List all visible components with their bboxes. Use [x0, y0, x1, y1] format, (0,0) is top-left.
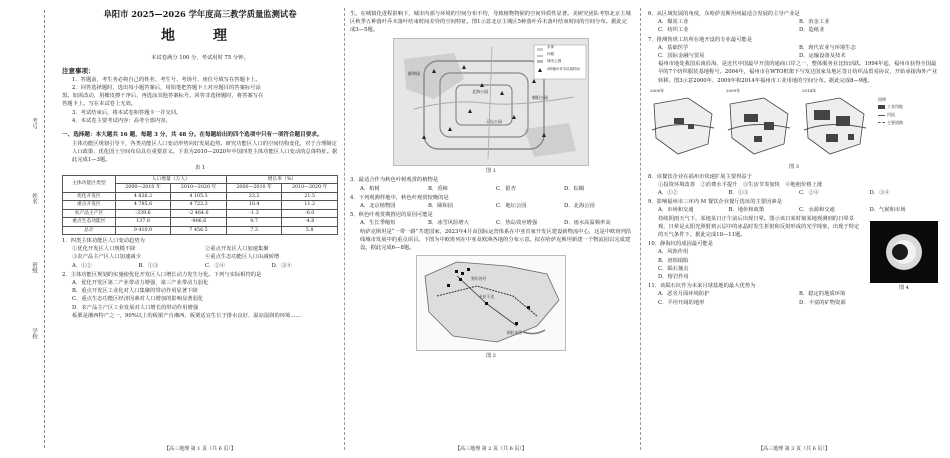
map-label: 朝阳公园 [532, 94, 548, 100]
table-cell: 9 410.0 [115, 226, 171, 235]
table-cell: -6.0 [282, 209, 338, 218]
question-10-11-block [648, 215, 940, 307]
question-11-options [648, 299, 940, 307]
exam-title: 阜阳市 2025—2026 学年度高三教学质量监测试卷 [103, 9, 297, 19]
question-6-options [648, 26, 940, 34]
table-header: 主体功能区类型 [63, 175, 116, 192]
map-panel-2000 [648, 88, 718, 158]
table-header: 增长率（%） [226, 175, 337, 184]
question-3-stem: 3．最适合作为秋色叶树观赏的植物是 [350, 177, 439, 184]
table-row [63, 226, 338, 235]
option-d[interactable]: D．棕榈 [564, 185, 585, 192]
figure-2-caption: 图 2 [486, 353, 496, 360]
figure-4-photo [870, 221, 938, 283]
option-b[interactable]: B．地价和政策 [728, 207, 765, 214]
option-d[interactable]: D．丰富的矿物资源 [799, 299, 846, 306]
subject-title: 地 理 [161, 27, 239, 44]
legend-item-industry [878, 103, 936, 111]
option-a[interactable]: A．优化开发区第二产业带动力增强，第三产业带动力弱化 [72, 280, 209, 287]
option-c[interactable]: C．热岛效应增强 [496, 220, 538, 227]
table-cell: 5.8 [282, 226, 338, 235]
figure-3-caption: 图 3 [789, 163, 799, 170]
binding-margin [0, 0, 48, 458]
option-c[interactable]: C．纺织工业 [658, 27, 689, 34]
table-cell: 137.8 [115, 218, 171, 227]
option-c[interactable]: C．水源和交通 [799, 207, 835, 214]
table-row [63, 201, 338, 210]
page-footer: 【高三地理 第 3 页（共 6 页）】 [758, 446, 830, 453]
table-cell: 总计 [63, 226, 116, 235]
table-cell: 7.3 [226, 226, 282, 235]
table-subheader: 2000—2010 年 [115, 184, 171, 193]
table-cell: 10.4 [226, 201, 282, 210]
map-label: 天坛公园 [486, 118, 502, 124]
option-d[interactable]: D．北海公园 [564, 202, 595, 209]
population-table [62, 175, 338, 236]
question-4-options [350, 202, 632, 210]
question-5-stem: 5．秋色叶观赏期推迟的原因可能是 [350, 212, 433, 219]
option-a[interactable]: A．煤炭工业 [658, 19, 689, 26]
option-b[interactable]: B．①③ [138, 262, 159, 269]
question-2-stem: 2．主体功能区规划的实施使优化开发区人口增长动力发生分化。下列与实际相符的是 [62, 271, 262, 278]
option-d[interactable]: D．③④ [271, 262, 292, 269]
table-header: 人口增量（万人） [115, 175, 226, 184]
statement-item: ①优化开发区人口规模不降 [72, 246, 136, 253]
legend-label: 工业用地 [887, 104, 903, 110]
option-d[interactable]: D．雨水高温频率高 [564, 220, 611, 227]
question-1-stem: 1．四类主体功能区人口变动趋势为 [62, 238, 145, 244]
legend-title: 图例 [878, 96, 886, 102]
table-row [63, 209, 338, 218]
country-outline [425, 262, 559, 342]
option-d[interactable]: D．运输设备及技术 [799, 53, 846, 60]
option-b[interactable]: B．溶蚀塌陷 [658, 257, 689, 264]
table-cell: 0.7 [226, 218, 282, 227]
question-8-stem: 8．该餐饮企业在福州市快速扩展主要得益于 [648, 173, 753, 180]
option-d[interactable]: D．造纸业 [799, 27, 825, 34]
passage-intro: 生。在城镇化进程影响下，城市内部与环境的空间分布不均，导致植物物候的空间异质性显著。美研究团队考察北京主城区秋季五种落叶乔木落叶结束时间差异的空间特征。图1示意北京主城区5种落叶乔木落叶结束时间的空间分布。据此完成3—5题。 [350, 11, 631, 34]
table-subheader: 2000—2010 年 [226, 184, 282, 193]
statement-item: ②重点开发区人口加速集聚 [205, 246, 269, 253]
option-d[interactable]: D．③④ [869, 189, 890, 196]
figure-4-caption: 图 4 [899, 284, 909, 291]
question-7-options [648, 52, 940, 60]
figure-2-kazakhstan-map [416, 255, 566, 351]
note-line: 4．本试卷主要考试内容：高考全部内容。 [72, 117, 171, 124]
margin-label-class: 班级 [31, 262, 37, 273]
option-a[interactable]: A．市场和交通 [658, 207, 694, 214]
table-cell: -906.6 [171, 218, 227, 227]
map-label: 北海公园 [472, 88, 488, 94]
margin-label-name: 姓名 [31, 193, 37, 204]
question-1-items [62, 253, 338, 261]
legend-label: 河流 [887, 112, 895, 118]
map-label: 努尔苏丹 [471, 276, 487, 282]
map-label: 卡拉干达 [479, 294, 495, 300]
note-line: 黑。如需改动，用橡皮擦干净后，再选涂其他答案标号。回答非选择题时，将答案写在 [62, 93, 264, 100]
table-cell: 农产品主产区 [63, 209, 116, 218]
question-7-options [648, 44, 940, 52]
map-year-label: 2000年 [650, 87, 665, 93]
passage-intro-2: 哈萨克斯坦是“一带一路”共建国家，2023年4月由国际运营体系在中亚首家开发区建设新物流中心，这是中欧班列沿线城市发展中的重点项目。下图为中欧班列在中亚及欧洲各地的分布示意。拟在哈萨克斯坦新建一个物流园以完成建设。据此完成6—8题。 [360, 228, 632, 251]
crater-photo-graphic [870, 221, 938, 283]
exam-info: 本试卷满分 100 分，考试用时 75 分钟。 [151, 54, 249, 61]
page-footer: 【高三地理 第 1 页（共 6 页）】 [164, 446, 236, 453]
page-2 [350, 0, 632, 458]
passage-intro: 福州市地处我国东南沿海，是近代中国最早开放的通商口岸之一，整体服务业比较活跃。1994年起，福州市获得全国最早的7个纺织服装基地称号。2004年，福州市在WTO框架下与发达国家及地区签订纺织品贸易协议，开始承接海外产业转移。图3示意2000年、2009年和2014年福州市工业用地的空间分布。据此完成8—9题。 [658, 61, 938, 84]
figure-3-legend [878, 96, 936, 152]
notes-heading: 注意事项： [62, 66, 95, 75]
table-cell: -4.8 [282, 218, 338, 227]
question-5-options [350, 219, 632, 227]
option-d[interactable]: D．气候和市场 [869, 207, 906, 214]
option-d[interactable]: D．农产品主产区工业发展对人口增长的带动作用增强 [72, 304, 199, 311]
question-8-options [648, 189, 940, 197]
option-a[interactable]: A．柏树 [360, 185, 380, 192]
table-cell: 4 105.3 [171, 192, 227, 201]
option-b[interactable]: B．现代农业与环境生态 [799, 44, 856, 51]
map-graphic [648, 94, 718, 158]
statement-item: ③农产品主产区人口加速减少 [72, 254, 141, 261]
table-cell: -2 464.6 [171, 209, 227, 218]
map-year-label: 2009年 [726, 87, 741, 93]
option-c[interactable]: C．重点生态功能区经济因素对人口增加的影响显著弱化 [72, 296, 204, 303]
table-cell: -339.6 [115, 209, 171, 218]
option-a[interactable]: A．基础医学 [658, 44, 689, 51]
legend-label: 水体 [547, 44, 555, 49]
legend-swatch-park [537, 60, 543, 63]
map-graphic [724, 94, 794, 158]
kazakhstan-map-graphic [417, 256, 566, 351]
legend-label: 主要道路 [887, 119, 903, 125]
question-6-stem: 6．从区域发展的角度，东哈萨克斯坦州最适合发展的主导产业是 [648, 11, 800, 17]
map-label: 颐和园 [408, 70, 420, 76]
option-b[interactable]: B．①③ [728, 189, 749, 196]
question-3-options [350, 185, 632, 193]
table-cell: 21.5 [282, 192, 338, 201]
question-1-items [62, 245, 338, 253]
page-1 [62, 0, 338, 458]
figure-1-beijing-map [393, 38, 589, 166]
option-c[interactable]: C．平坦开阔的地形 [658, 299, 705, 306]
table-cell: 优化开发区 [63, 192, 116, 201]
table-cell: -1.3 [226, 209, 282, 218]
map-label: 阿拉木图 [507, 330, 523, 336]
passage-intro: 主体功能区规划引导下，各类功能区人口变动形势向好发展趋势。研究功能区人口的空间结构变化，对于合理制定人口政策、优化国土空间布局具有重要意义。下表为2010—2020年中国四类主体功能区人口变动的总体特征。据此完成1—3题。 [72, 140, 338, 164]
table-cell: 4 785.6 [115, 201, 171, 210]
option-d[interactable]: D．熔岩作用 [658, 274, 689, 281]
figure-1-caption: 图 1 [486, 167, 496, 174]
option-a[interactable]: A．北京植物园 [360, 202, 396, 209]
table-subheader: 2010—2020 年 [171, 184, 227, 193]
note-line: 答题卡上。写在本试卷上无效。 [62, 101, 137, 108]
table-caption: 表 1 [194, 165, 206, 172]
question-6-options [648, 18, 940, 26]
passage-continuation: 板栗是湘西特产之一，90%以上的板栗产自湘西，板栗适宜生长于排水良好、温凉湿润的环境…… [72, 312, 301, 319]
legend-swatch-water [537, 48, 543, 51]
option-c[interactable]: C．国际金融与贸易 [658, 53, 705, 60]
question-7-stem: 7．推测鲁班工坊所在地开设的专业最可能是 [648, 36, 753, 43]
statement-item: ④重点生态功能区人口由减转增 [205, 254, 280, 261]
map-panel-2009 [724, 88, 794, 158]
option-a[interactable]: A．①② [72, 262, 92, 269]
table-cell: 7 456.5 [171, 226, 227, 235]
margin-label-school: 学校 [31, 328, 37, 339]
passage-intro-2: 持续阴雨天气下，某地某日正午前后出现日晕。图示该日某时刻某地观测到的日晕景观，日晕是太阳光照射到云层中的冰晶时发生折射和反射形成的光学现象，出现于特定的天气条件下。据此完成10—11题。 [658, 215, 860, 238]
question-9-options [648, 206, 940, 214]
margin-cut-line [44, 10, 45, 448]
option-a[interactable]: A．①② [658, 189, 678, 196]
option-b[interactable]: B．稳定的地质环境 [799, 291, 846, 298]
question-11-stem: 11．该陨石坑作为未来月球基地的最大优势为 [648, 283, 756, 290]
table-cell: 4 722.3 [171, 201, 227, 210]
question-4-stem: 4．下列观测样地中，秋色叶观赏较晚的是 [350, 194, 449, 201]
option-c[interactable]: C．银杏 [496, 185, 516, 192]
figure-3-fuzhou-maps [648, 88, 940, 164]
map-year-label: 2014年 [802, 87, 817, 93]
legend-label: 城市公园 [547, 58, 562, 63]
map-graphic [800, 94, 870, 158]
option-b[interactable]: B．冶金工业 [799, 19, 830, 26]
table-cell: 4 826.2 [115, 192, 171, 201]
page-footer: 【高三地理 第 2 页（共 6 页）】 [455, 446, 527, 453]
table-cell: 重点生态功能区 [63, 218, 116, 227]
option-c[interactable]: C．②④ [799, 189, 819, 196]
table-row [63, 218, 338, 227]
question-9-stem: 9．影响福州市三环内 M 餐饮企业餐厅选址的主要因素是 [648, 199, 782, 206]
map-panel-2014 [800, 88, 870, 158]
margin-label-exam-id: 考号 [31, 118, 37, 129]
note-line: 1．答题前，考生务必将自己的姓名、考生号、考场号、座位号填写在答题卡上。 [72, 76, 261, 83]
note-line: 2．回答选择题时，选出每小题答案后，用铅笔把答题卡上对应题目的答案标号涂 [72, 85, 261, 92]
question-1-options [62, 262, 338, 270]
option-a[interactable]: A．恶劣月面环境防护 [658, 291, 710, 298]
legend-label: 环路 [547, 51, 555, 56]
legend-item-river [878, 111, 936, 119]
page-3 [648, 0, 940, 458]
option-c[interactable]: C．地坛公园 [496, 202, 527, 209]
option-b[interactable]: B．颐和园 [428, 202, 454, 209]
column-divider [344, 8, 345, 450]
option-b[interactable]: B．冰雪风险增大 [428, 220, 469, 227]
column-divider [640, 8, 641, 450]
table-cell: 11.2 [282, 201, 338, 210]
question-10-stem: 10．静海坑的成因最可能是 [648, 241, 714, 248]
legend-item-road [878, 119, 936, 127]
table-row [63, 192, 338, 201]
table-cell: 23.2 [226, 192, 282, 201]
table-cell: 重点开发区 [63, 201, 116, 210]
option-a[interactable]: A．生长季缩短 [360, 220, 396, 227]
option-c[interactable]: C．陨石撞击 [658, 265, 689, 272]
option-c[interactable]: C．②④ [205, 262, 225, 269]
question-8-items: ①投资环境改善 ②消费水平提升 ③生活节奏加快 ④地租价格上涨 [658, 181, 823, 188]
section-heading: 一、选择题：本大题共 16 题，每题 3 分，共 48 分。在每题给出的四个选项中只有一项符合题目要求。 [62, 132, 323, 139]
option-a[interactable]: A．风蚀作用 [658, 249, 689, 256]
legend-label: 5种落叶乔木结束时间 [547, 66, 580, 71]
table-subheader: 2010—2020 年 [282, 184, 338, 193]
option-b[interactable]: B．香樟 [428, 185, 448, 192]
note-line: 3．考试结束后，将本试卷和答题卡一并交回。 [72, 109, 182, 116]
option-b[interactable]: B．重点开发区工业化对人口集聚的带动作用显著下降 [72, 288, 198, 295]
